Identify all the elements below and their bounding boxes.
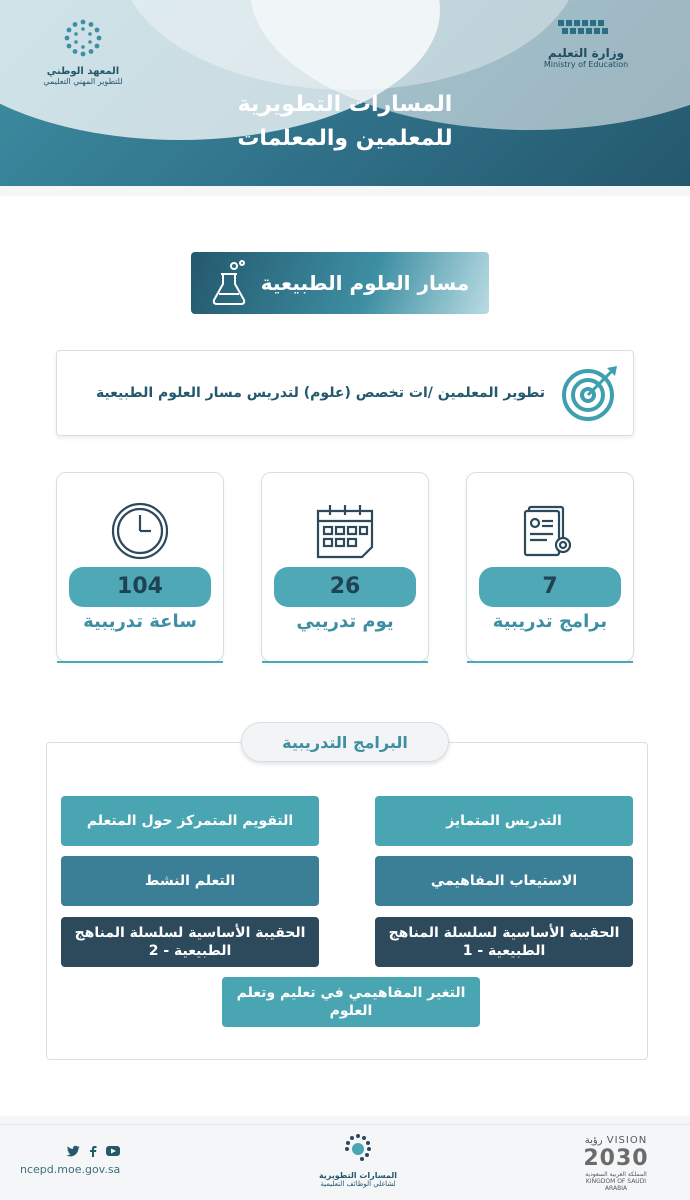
stat-value-hours: 104 [69,567,211,607]
ministry-name: وزارة التعليم [547,46,625,60]
page-title [0,88,690,156]
vision-year: 2030 [583,1146,649,1171]
flask-icon [211,260,247,306]
program-item: الحقيبة الأساسية لسلسلة المناهج الطبيعية - 2 [61,917,319,967]
vision-kingdom-en: KINGDOM OF SAUDI ARABIA [585,1178,647,1192]
track-banner [191,252,489,314]
paths-emblem-icon [338,1133,378,1167]
target-icon [559,362,621,424]
page-title-line2: للمعلمين والمعلمات [237,126,453,151]
vision-2030-logo [574,1135,658,1192]
calendar-icon [310,501,380,561]
program-item: التعلم النشط [61,856,319,906]
programs-title: البرامج التدريبية [241,722,449,762]
institute-name: المعهد الوطني [46,66,120,77]
stat-value-programs: 7 [479,567,621,607]
program-item: الحقيبة الأساسية لسلسلة المناهج الطبيعية - 1 [375,917,633,967]
stat-card-programs [466,472,634,662]
header-banner [0,0,690,186]
twitter-icon[interactable] [66,1145,80,1157]
institute-sub: للتطوير المهني التعليمي [43,77,123,86]
program-item: التغير المفاهيمي في تعليم وتعلم العلوم [222,977,480,1027]
stat-value-days: 26 [274,567,416,607]
goal-text: تطوير المعلمين /ات تخصص (علوم) لتدريس مسار العلوم الطبيعية [95,385,545,401]
track-label: مسار العلوم الطبيعية [260,271,470,295]
stat-caption-programs: برامج تدريبية [492,611,608,632]
stat-caption-hours: ساعة تدريبية [83,611,197,632]
website-link[interactable]: ncepd.moe.gov.sa [20,1163,121,1176]
institute-emblem-icon [63,18,103,58]
ministry-logo [538,18,634,69]
social-links [20,1145,120,1157]
center-logo-line1: المسارات التطويرية [318,1171,398,1180]
ministry-emblem-icon [556,18,616,42]
vision-ar: رؤية [584,1135,603,1146]
stat-caption-days: يوم تدريبي [296,611,394,632]
stat-card-hours [56,472,224,662]
vision-word: VISION [606,1135,648,1146]
goal-box [56,350,634,436]
page-title-line1: المسارات التطويرية [237,92,453,117]
clock-icon [105,501,175,561]
stat-card-days [261,472,429,662]
program-item: التدريس المتمايز [375,796,633,846]
footer-contact [20,1145,120,1176]
center-logo [318,1133,398,1188]
institute-logo [28,18,138,86]
documents-gear-icon [515,501,585,561]
ministry-name-en: Ministry of Education [543,60,629,69]
facebook-icon[interactable] [88,1145,98,1157]
vision-kingdom-ar: المملكة العربية السعودية [585,1171,647,1178]
youtube-icon[interactable] [106,1145,120,1157]
footer [0,1124,690,1200]
center-logo-line2: لشاغلي الوظائف التعليمية [320,1180,396,1188]
program-item: الاستيعاب المفاهيمي [375,856,633,906]
program-item: التقويم المتمركز حول المتعلم [61,796,319,846]
